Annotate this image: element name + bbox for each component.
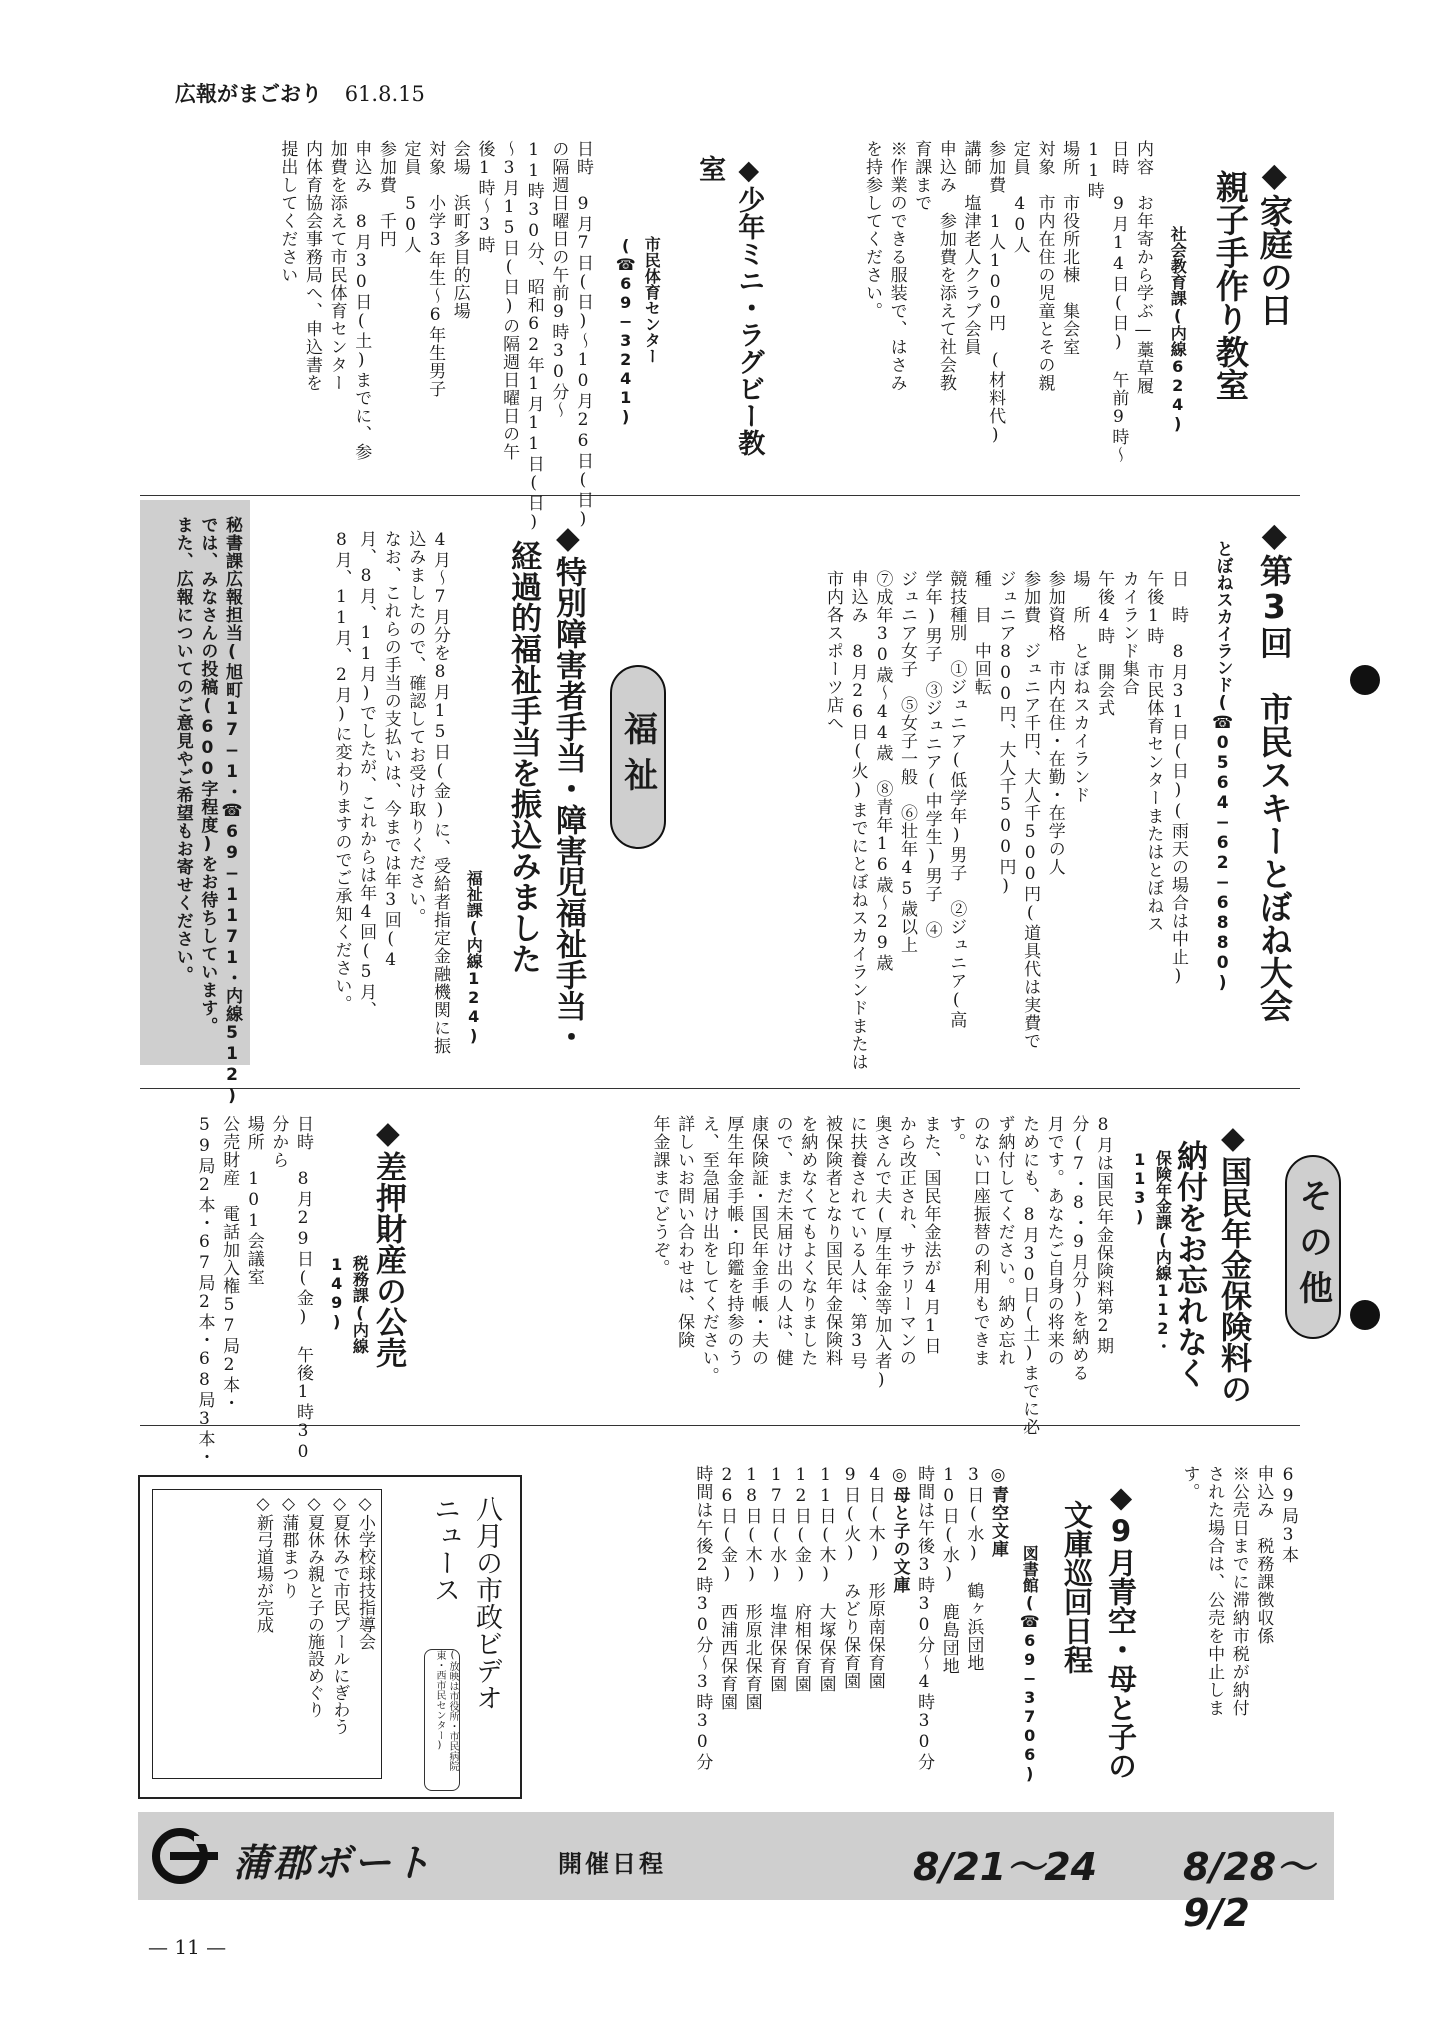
family-day-row: 申込み 参加費を添えて社会教: [935, 140, 956, 392]
auction-row: 分から: [268, 1115, 289, 1169]
pension-row: また、国民年金法が4月1日: [920, 1115, 941, 1355]
rugby-dept-2: (☎69−3241): [616, 236, 636, 426]
ski-row: ジュニア800円、大人千500円): [995, 570, 1016, 897]
divider-upper: [140, 495, 1300, 496]
family-day-row: 場所 市役所北棟 集会室: [1059, 140, 1080, 356]
other-category-tag: その他: [1285, 1155, 1341, 1339]
rugby-row: 〜3月15日(日)の隔週日曜日の午: [499, 140, 520, 461]
boat-race-logo-text: 蒲郡ボート: [233, 1841, 434, 1885]
family-day-row: 11時: [1083, 140, 1104, 200]
pr-notice-body: [144, 516, 244, 1107]
rugby-row: 申込み 8月30日(土)までに、参: [351, 140, 372, 461]
welfare-row: なお、これらの手当の支払いは、今までは年3回(4: [380, 530, 401, 971]
ski-row: 場 所 とぼねスカイランド: [1069, 570, 1090, 804]
divider-lower: [140, 1425, 1300, 1426]
pr-notice-row: また、広報についてのご意見やご希望もお寄せください。: [172, 516, 193, 984]
pension-row: え、至急届け出をしてください。: [698, 1115, 719, 1385]
pension-row: のない口座振替の利用もできま: [969, 1115, 990, 1367]
auction-row: 59局2本・67局2本・68局3本・: [194, 1115, 215, 1466]
pension-row: 分(7・8・9月分)を納める: [1068, 1115, 1089, 1382]
auction-row: された場合は、公売を中止しま: [1204, 1465, 1225, 1717]
family-day-row: 内容 お年寄から学ぶ—藁草履: [1133, 140, 1153, 395]
rugby-row: 会場 浜町多目的広場: [449, 140, 470, 320]
library-body: [530, 1465, 1010, 1800]
boat-race-date-2: 8/28〜9/2: [1183, 1845, 1315, 1935]
family-day-row: 参加費 1人100円 (材料代): [985, 140, 1006, 446]
pension-row: 厚生年金手帳・印鑑を持参のう: [723, 1115, 744, 1367]
ski-row: 申込み 8月26日(火)までにとぼねスカイランドまたは: [847, 570, 868, 1071]
pension-row: から改正され、サラリーマンの: [895, 1115, 916, 1367]
library-row: 4日(木) 形原南保育園: [864, 1465, 885, 1690]
ski-body: [670, 570, 1190, 1075]
pension-row: 詳しいお問い合わせは、保険: [674, 1115, 695, 1349]
ski-dept: とぼねスカイランド(☎0564−62−6880): [1212, 540, 1233, 993]
library-dept: 図書館(☎69−3706): [1020, 1545, 1040, 1783]
video-news-list-wrap: [140, 1477, 382, 1793]
video-news-item: ◇夏休み親と子の施設めぐり: [304, 1494, 324, 1718]
boat-race-schedule-label: 開催日程: [558, 1850, 666, 1878]
welfare-row: 込みましたので、確認してお受け取りください。: [405, 530, 426, 926]
ski-row: 日 時 8月31日(日)(雨天の場合は中止): [1168, 570, 1188, 987]
library-row: ◎母と子の文庫: [889, 1465, 910, 1594]
pension-row: 被保険者となり国民年金保険料: [821, 1115, 842, 1367]
auction-row: 公売財産 電話加入権57局2本・: [219, 1115, 240, 1412]
family-day-row: を持参してください。: [861, 140, 882, 320]
pension-dept: 保険年金課(内線112・113): [1130, 1150, 1173, 1354]
auction-row: す。: [1179, 1465, 1200, 1501]
library-row: 3日(水) 鶴ヶ浜団地: [963, 1465, 984, 1672]
rugby-row: 提出してください: [277, 140, 298, 284]
section-bullet-icon: [1350, 1300, 1380, 1330]
ski-row: 参加資格 市内在住・在勤・在学の人: [1044, 570, 1065, 876]
rugby-row: の隔週日曜日の午前9時30分〜: [548, 140, 569, 419]
library-row: 10日(水) 鹿島団地: [938, 1465, 959, 1675]
auction-row: 申込み 税務課徴収係: [1253, 1465, 1274, 1645]
library-row: 18日(木) 形原北保育園: [741, 1465, 762, 1711]
rugby-body: [140, 140, 595, 533]
rugby-row: 日時 9月7日(日)〜10月26日(日): [573, 140, 593, 530]
auction-body: [140, 1115, 315, 1466]
video-news-item: ◇夏休みで市民プールにぎわう: [329, 1494, 350, 1735]
ski-row: 午後4時 開会式: [1094, 570, 1115, 717]
publication-name: 広報がまごおり: [175, 82, 322, 106]
header: [175, 78, 425, 108]
pension-row: す。: [945, 1115, 966, 1151]
welfare-title-2: 経過的福祉手当を振込みました: [504, 540, 541, 974]
pension-row: ためにも、8月30日(土)までに必: [1019, 1115, 1040, 1436]
ski-row: ⑦成年30歳〜44歳 ⑧青年16歳〜29歳: [872, 570, 893, 972]
video-news-title-1: 八月の市政ビデオ: [471, 1495, 502, 1711]
pension-row: に扶養されている人は、第3号: [846, 1115, 867, 1370]
ski-title: ◆第3回 市民スキーとぼね大会: [1254, 515, 1294, 1022]
welfare-row: 8月、11月、2月)に変わりますのでご承知ください。: [331, 530, 352, 1013]
pension-body: [510, 1115, 1115, 1436]
library-row: 時間は午後3時30分〜4時30分: [914, 1465, 935, 1771]
welfare-body: [262, 530, 452, 1080]
welfare-row: 4月〜7月分を8月15日(金)に、受給者指定金融機関に振: [430, 530, 450, 1055]
auction-row: 日時 8月29日(金) 午後1時30: [293, 1115, 313, 1463]
family-day-row: 育課まで: [911, 140, 932, 212]
pension-row: 8月は国民年金保険料第2期: [1093, 1115, 1113, 1355]
boat-race-date-1: 8/21〜24: [913, 1845, 1098, 1889]
welfare-category-tag: 福祉: [610, 665, 666, 849]
family-day-row: 講師 塩津老人クラブ会員: [960, 140, 981, 356]
library-title-2: 文庫巡回日程: [1060, 1500, 1095, 1674]
rugby-row: 加費を添えて市民体育センター: [326, 140, 347, 392]
ski-row: 種 目 中回転: [970, 570, 991, 696]
pension-title-2: 納付をお忘れなく: [1170, 1140, 1207, 1388]
ski-row: カイランド集合: [1118, 570, 1139, 696]
auction-row: 場所 101会議室: [243, 1115, 264, 1286]
family-day-title-1: ◆家庭の日: [1254, 155, 1294, 326]
issue-date: 61.8.15: [344, 82, 425, 106]
page-number: — 11 —: [148, 1935, 227, 1959]
auction-row: ※公売日までに滞納市税が納付: [1228, 1465, 1249, 1717]
library-row: ◎青空文庫: [988, 1465, 1008, 1558]
pension-row: 奥さんで夫(厚生年金等加入者): [871, 1115, 892, 1391]
library-row: 26日(金) 西浦西保育園: [716, 1465, 737, 1711]
family-day-row: 定員 40人: [1009, 140, 1030, 254]
auction-dept: 税務課(内線149): [327, 1255, 370, 1354]
welfare-row: 月、8月、11月)でしたが、これからは年4回(5月、: [356, 530, 377, 1019]
pr-notice-row: では、みなさんの投稿(600字程度)をお待ちしています。: [197, 516, 218, 1035]
pension-title-1: ◆国民年金保険料の: [1214, 1120, 1251, 1404]
auction-row: 69局3本: [1278, 1465, 1298, 1564]
pr-notice-row: 秘書課広報担当(旭町17−1・☎69−1171・内線512): [222, 516, 242, 1107]
library-row: 17日(水) 塩津保育園: [766, 1465, 787, 1693]
pension-row: ず納付してください。納め忘れ: [994, 1115, 1015, 1367]
video-news-item: ◇小学校球技指導会: [355, 1494, 375, 1650]
ski-row: 競技種別 ①ジュニア(低学年)男子 ②ジュニア(高: [946, 570, 967, 1029]
ski-row: 学年)男子 ③ジュニア(中学生)男子 ④: [921, 570, 942, 939]
family-day-body: [845, 140, 1155, 485]
library-row: 9日(火) みどり保育園: [840, 1465, 861, 1690]
rugby-dept-1: 市民体育センター: [642, 236, 662, 364]
rugby-row: 定員 50人: [400, 140, 421, 254]
rugby-row: 11時30分、昭和62年1月11日(日): [523, 140, 544, 533]
pension-row: 月です。あなたご自身の将来の: [1043, 1115, 1064, 1367]
ski-row: ジュニア女子 ⑤女子一般 ⑥壮年45歳以上: [896, 570, 917, 954]
library-row: 11日(木) 大塚保育園: [815, 1465, 836, 1693]
divider-middle: [140, 1088, 1300, 1089]
pension-row: 年金課までどうぞ。: [649, 1115, 670, 1277]
rugby-row: 後1時〜3時: [474, 140, 495, 254]
ski-row: 参加費 ジュニア千円、大人千500円(道具代は実費で: [1020, 570, 1041, 1050]
pension-row: 康保険証・国民年金手帳・夫の: [748, 1115, 769, 1367]
boat-race-logo-icon: [150, 1826, 220, 1886]
rugby-title: ◆少年ミニ・ラグビー教室: [694, 155, 765, 456]
video-news-item: ◇蒲郡まつり: [278, 1494, 299, 1599]
library-title-1: ◆9月青空・母と子の: [1104, 1480, 1139, 1780]
auction-title: ◆差押財産の公売: [369, 1115, 406, 1368]
library-row: 12日(金) 府相保育園: [790, 1465, 811, 1693]
auction-body-continued: [1165, 1465, 1300, 1795]
rugby-row: 対象 小学3年生〜6年生男子: [425, 140, 446, 398]
family-day-row: ※作業のできる服装で、はさみ: [886, 140, 907, 392]
rugby-row: 参加費 千円: [375, 140, 396, 248]
boat-race-banner: [138, 1812, 1334, 1935]
video-news-title-2: ニュース: [429, 1495, 460, 1603]
pension-row: ので、まだ未届け出の人は、健: [772, 1115, 793, 1367]
section-bullet-icon: [1350, 665, 1380, 695]
video-news-box: [138, 1475, 522, 1799]
family-day-row: 日時 9月14日(日) 午前9時〜: [1108, 140, 1129, 464]
family-day-row: 対象 市内在住の児童とその親: [1034, 140, 1055, 392]
video-news-list: [152, 1489, 382, 1779]
rugby-row: 内体育協会事務局へ、申込書を: [301, 140, 322, 392]
video-news-note: (放映は市役所・市民病院 東・西市民センター): [424, 1649, 460, 1791]
ski-row: 市内各スポーツ店へ: [823, 570, 844, 732]
ski-row: 午後1時 市民体育センターまたはとぼねス: [1143, 570, 1164, 933]
video-news-item: ◇新弓道場が完成: [253, 1494, 273, 1633]
library-row: 時間は午後2時30分〜3時30分: [692, 1465, 713, 1771]
family-day-dept: 社会教育課(内線624): [1168, 226, 1188, 433]
pension-row: を納めなくてもよくなりました: [797, 1115, 818, 1367]
family-day-title-2: 親子手作り教室: [1210, 170, 1250, 401]
welfare-title-1: ◆特別障害者手当・障害児福祉手当・: [549, 520, 586, 1052]
pr-notice-box: [140, 500, 250, 1107]
welfare-dept: 福祉課(内線124): [464, 870, 484, 1045]
